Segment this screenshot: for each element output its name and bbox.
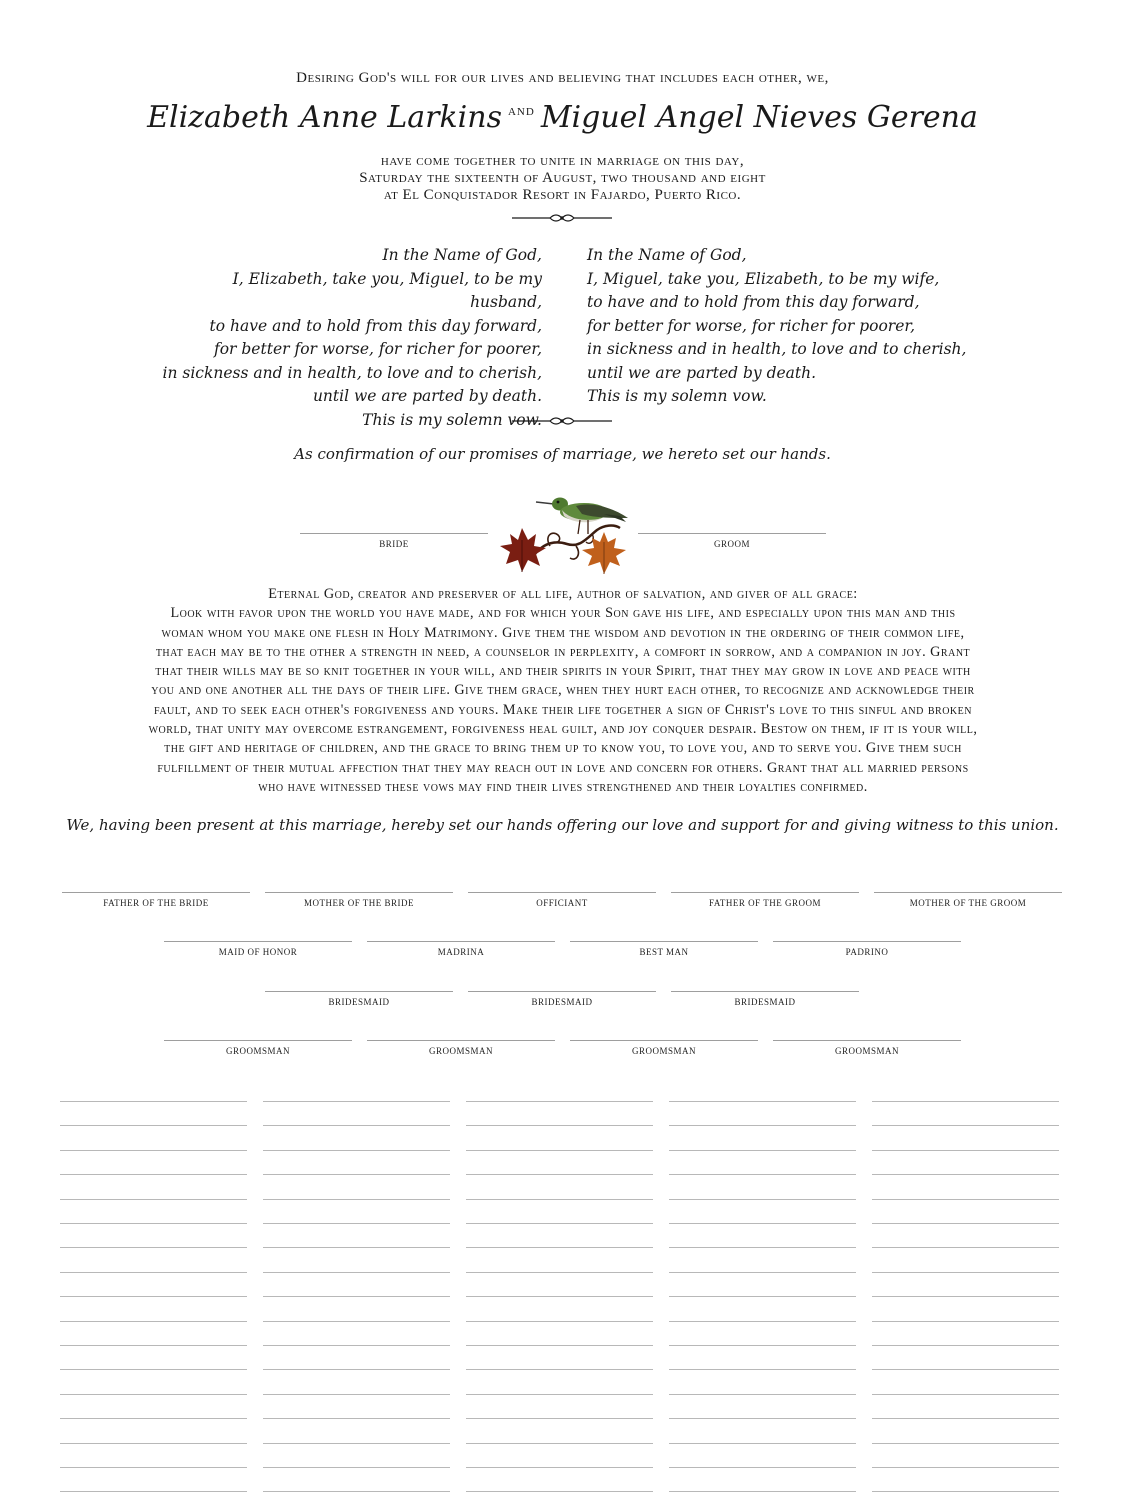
groom-signature-label: GROOM bbox=[713, 539, 750, 549]
guest-signature-line[interactable] bbox=[60, 1150, 247, 1151]
vow-line: In the Name of God, bbox=[382, 246, 542, 264]
guest-signature-line[interactable] bbox=[263, 1491, 450, 1492]
guest-signature-line[interactable] bbox=[466, 1150, 653, 1151]
vow-line: This is my solemn vow. bbox=[587, 387, 767, 405]
guest-signature-line[interactable] bbox=[466, 1443, 653, 1444]
guest-signature-line[interactable] bbox=[60, 1296, 247, 1297]
signature-line[interactable] bbox=[62, 892, 250, 893]
signature-line[interactable] bbox=[671, 991, 859, 992]
guest-signature-line[interactable] bbox=[872, 1394, 1059, 1395]
guest-signature-line[interactable] bbox=[60, 1223, 247, 1224]
guest-signature-line[interactable] bbox=[669, 1369, 856, 1370]
guest-signature-line[interactable] bbox=[263, 1443, 450, 1444]
guest-signature-line[interactable] bbox=[669, 1394, 856, 1395]
prayer-line: woman whom you make one flesh in Holy Matrimony. Give them the wisdom and devotion in the ordering of their common life, bbox=[161, 624, 965, 641]
couple-names bbox=[0, 100, 1125, 135]
bride-name: Elizabeth Anne Larkins bbox=[147, 100, 502, 135]
guest-signature-line[interactable] bbox=[872, 1199, 1059, 1200]
guest-signature-line[interactable] bbox=[60, 1345, 247, 1346]
signature-label: GROOMSMAN bbox=[225, 1046, 290, 1056]
signature-label: GROOMSMAN bbox=[834, 1046, 899, 1056]
bride-signature-label: BRIDE bbox=[379, 539, 409, 549]
guest-signature-line[interactable] bbox=[872, 1418, 1059, 1419]
guest-signature-line[interactable] bbox=[466, 1125, 653, 1126]
guest-signature-line[interactable] bbox=[263, 1223, 450, 1224]
guest-signature-line[interactable] bbox=[60, 1199, 247, 1200]
intro-text: Desiring God's will for our lives and believing that includes each other, we, bbox=[296, 70, 829, 86]
guest-signature-line[interactable] bbox=[872, 1369, 1059, 1370]
guest-signature-line[interactable] bbox=[669, 1443, 856, 1444]
bride-vow bbox=[162, 244, 542, 432]
guest-signature-line[interactable] bbox=[263, 1101, 450, 1102]
ceremony-details bbox=[0, 153, 1125, 204]
guest-signature-line[interactable] bbox=[872, 1296, 1059, 1297]
prayer-line: the gift and heritage of children, and the grace to bring them up to know you, to love you, and to serve you. Give them such bbox=[164, 740, 962, 757]
guest-signature-line[interactable] bbox=[872, 1101, 1059, 1102]
signature-line[interactable] bbox=[367, 941, 555, 942]
bride-signature-line[interactable] bbox=[300, 533, 488, 534]
guest-signature-line[interactable] bbox=[60, 1467, 247, 1468]
groom-vow bbox=[587, 244, 967, 409]
guest-signature-line[interactable] bbox=[669, 1467, 856, 1468]
guest-signature-line[interactable] bbox=[60, 1369, 247, 1370]
guest-signature-line[interactable] bbox=[263, 1394, 450, 1395]
prayer-line: world, that unity may overcome estrangement, forgiveness heal guilt, and joy conquer despair. Bestow on them, if it is your will, bbox=[148, 721, 978, 738]
guest-signature-line[interactable] bbox=[669, 1345, 856, 1346]
prayer-line: who have witnessed these vows may find their lives strengthened and their loyalties confirmed. bbox=[258, 778, 868, 795]
guest-signature-line[interactable] bbox=[263, 1272, 450, 1273]
guest-signature-line[interactable] bbox=[872, 1247, 1059, 1248]
vow-line: for better for worse, for richer for poorer, bbox=[213, 340, 542, 358]
guest-signature-line[interactable] bbox=[60, 1125, 247, 1126]
guest-signature-line[interactable] bbox=[872, 1223, 1059, 1224]
guest-signature-line[interactable] bbox=[466, 1491, 653, 1492]
guest-signature-line[interactable] bbox=[669, 1247, 856, 1248]
guest-signature-line[interactable] bbox=[872, 1345, 1059, 1346]
signature-label: FATHER OF THE BRIDE bbox=[103, 898, 209, 908]
signature-line[interactable] bbox=[468, 892, 656, 893]
prayer-line: Eternal God, creator and preserver of all life, author of salvation, and giver of all grace: bbox=[268, 586, 858, 602]
vow-line: In the Name of God, bbox=[587, 246, 747, 264]
guest-signature-line[interactable] bbox=[669, 1150, 856, 1151]
guest-signature-line[interactable] bbox=[669, 1296, 856, 1297]
signature-label: GROOMSMAN bbox=[428, 1046, 493, 1056]
vow-line: until we are parted by death. bbox=[312, 387, 542, 405]
prayer-line: that each may be to the other a strength in need, a counselor in perplexity, a comfort in sorrow, and a companion in joy. Grant bbox=[155, 643, 971, 660]
guest-signature-line[interactable] bbox=[60, 1321, 247, 1322]
vow-line: to have and to hold from this day forward, bbox=[209, 316, 542, 335]
guest-signature-line[interactable] bbox=[263, 1174, 450, 1175]
guest-signature-line[interactable] bbox=[669, 1125, 856, 1126]
signature-line[interactable] bbox=[570, 1040, 758, 1041]
signature-label: PADRINO bbox=[845, 947, 889, 957]
guest-signature-line[interactable] bbox=[466, 1174, 653, 1175]
guest-signature-line[interactable] bbox=[466, 1369, 653, 1370]
guest-signature-line[interactable] bbox=[60, 1272, 247, 1273]
guest-signature-line[interactable] bbox=[466, 1296, 653, 1297]
signature-label: BRIDESMAID bbox=[328, 997, 390, 1007]
guest-signature-line[interactable] bbox=[466, 1272, 653, 1273]
guest-signature-line[interactable] bbox=[263, 1321, 450, 1322]
guest-signature-line[interactable] bbox=[466, 1345, 653, 1346]
signature-label: MOTHER OF THE GROOM bbox=[909, 898, 1027, 908]
signature-line[interactable] bbox=[773, 1040, 961, 1041]
guest-signature-line[interactable] bbox=[263, 1345, 450, 1346]
guest-signature-line[interactable] bbox=[466, 1467, 653, 1468]
details-line: at El Conquistador Resort in Fajardo, Puerto Rico. bbox=[383, 187, 742, 203]
guest-signature-line[interactable] bbox=[669, 1418, 856, 1419]
vow-line: until we are parted by death. bbox=[587, 363, 817, 382]
guest-signature-line[interactable] bbox=[872, 1272, 1059, 1273]
guest-signature-line[interactable] bbox=[263, 1296, 450, 1297]
guest-signature-line[interactable] bbox=[263, 1247, 450, 1248]
guest-signature-line[interactable] bbox=[60, 1394, 247, 1395]
signature-label: BEST MAN bbox=[639, 947, 689, 957]
guest-signature-line[interactable] bbox=[263, 1369, 450, 1370]
signature-label: BRIDESMAID bbox=[531, 997, 593, 1007]
confirmation-statement: As confirmation of our promises of marriage, we hereto set our hands. bbox=[294, 445, 831, 463]
guest-signature-line[interactable] bbox=[263, 1199, 450, 1200]
guest-signature-line[interactable] bbox=[669, 1101, 856, 1102]
signature-label: MAID OF HONOR bbox=[218, 947, 298, 957]
prayer-line: you and one another all the days of their life. Give them grace, when they hurt each other, to recognize and acknowledge their bbox=[151, 682, 975, 699]
guest-signature-line[interactable] bbox=[466, 1247, 653, 1248]
guest-signature-line[interactable] bbox=[466, 1321, 653, 1322]
prayer-line: Look with favor upon the world you have made, and for which your Son gave his life, and especially upon this man and this bbox=[170, 605, 956, 622]
vow-line: to have and to hold from this day forward, bbox=[587, 293, 920, 311]
hummingbird-ornament-icon bbox=[492, 488, 637, 583]
guest-signature-line[interactable] bbox=[60, 1418, 247, 1419]
guest-signature-line[interactable] bbox=[872, 1491, 1059, 1492]
guest-signature-line[interactable] bbox=[466, 1394, 653, 1395]
guest-signature-line[interactable] bbox=[60, 1247, 247, 1248]
guest-signature-line[interactable] bbox=[263, 1467, 450, 1468]
guest-signature-line[interactable] bbox=[872, 1125, 1059, 1126]
signature-line[interactable] bbox=[164, 1040, 352, 1041]
signature-line[interactable] bbox=[773, 941, 961, 942]
prayer-line: that their wills may be so knit together in your will, and their spirits in your Spirit, that they may grow in love and peace with bbox=[155, 663, 971, 680]
flourish-divider-icon bbox=[512, 212, 612, 224]
guest-signature-line[interactable] bbox=[263, 1150, 450, 1151]
guest-signature-line[interactable] bbox=[872, 1467, 1059, 1468]
guest-signature-line[interactable] bbox=[872, 1321, 1059, 1322]
guest-signature-line[interactable] bbox=[669, 1223, 856, 1224]
flourish-divider-icon bbox=[512, 415, 612, 427]
groom-name: Miguel Angel Nieves Gerena bbox=[540, 100, 978, 135]
groom-signature-line[interactable] bbox=[638, 533, 826, 534]
guest-signature-line[interactable] bbox=[872, 1174, 1059, 1175]
and-word: AND bbox=[507, 106, 535, 118]
guest-signature-line[interactable] bbox=[466, 1101, 653, 1102]
guest-signature-line[interactable] bbox=[263, 1125, 450, 1126]
witness-statement: We, having been present at this marriage, hereby set our hands offering our love and support for and giving witness to this union. bbox=[66, 816, 1059, 834]
vow-line: I, Elizabeth, take you, Miguel, to be my husband, bbox=[232, 269, 542, 311]
signature-line[interactable] bbox=[367, 1040, 555, 1041]
details-line: have come together to unite in marriage on this day, bbox=[380, 153, 745, 169]
vow-line: in sickness and in health, to love and to cherish, bbox=[162, 363, 542, 382]
guest-signature-line[interactable] bbox=[60, 1174, 247, 1175]
signature-line[interactable] bbox=[570, 941, 758, 942]
guest-signature-line[interactable] bbox=[669, 1321, 856, 1322]
prayer-line: fault, and to seek each other's forgiveness and yours. Make their life together a sign of Christ's love to this sinful and broken bbox=[154, 701, 972, 718]
details-line: Saturday the sixteenth of August, two thousand and eight bbox=[359, 170, 766, 186]
guest-signature-line[interactable] bbox=[872, 1443, 1059, 1444]
guest-signature-line[interactable] bbox=[669, 1174, 856, 1175]
signature-label: FATHER OF THE GROOM bbox=[709, 898, 821, 908]
signature-line[interactable] bbox=[468, 991, 656, 992]
guest-signature-line[interactable] bbox=[669, 1272, 856, 1273]
guest-signature-line[interactable] bbox=[60, 1443, 247, 1444]
guest-signature-line[interactable] bbox=[60, 1491, 247, 1492]
guest-signature-line[interactable] bbox=[669, 1199, 856, 1200]
signature-line[interactable] bbox=[671, 892, 859, 893]
signature-line[interactable] bbox=[164, 941, 352, 942]
signature-line[interactable] bbox=[265, 991, 453, 992]
signature-label: MADRINA bbox=[437, 947, 485, 957]
signature-line[interactable] bbox=[874, 892, 1062, 893]
signature-label: OFFICIANT bbox=[536, 898, 588, 908]
signature-label: BRIDESMAID bbox=[734, 997, 796, 1007]
guest-signature-line[interactable] bbox=[263, 1418, 450, 1419]
guest-signature-line[interactable] bbox=[669, 1491, 856, 1492]
prayer-line: fulfillment of their mutual affection that they may reach out in love and concern for others. Grant that all married persons bbox=[157, 759, 969, 776]
signature-label: GROOMSMAN bbox=[631, 1046, 696, 1056]
vow-line: for better for worse, for richer for poorer, bbox=[587, 316, 916, 335]
guest-signature-line[interactable] bbox=[60, 1101, 247, 1102]
signature-line[interactable] bbox=[265, 892, 453, 893]
guest-signature-line[interactable] bbox=[466, 1418, 653, 1419]
prayer-text bbox=[78, 585, 1048, 797]
guest-signature-line[interactable] bbox=[872, 1150, 1059, 1151]
vow-line: in sickness and in health, to love and to cherish, bbox=[587, 340, 967, 358]
signature-label: MOTHER OF THE BRIDE bbox=[303, 898, 415, 908]
guest-signature-line[interactable] bbox=[466, 1199, 653, 1200]
vow-line: I, Miguel, take you, Elizabeth, to be my wife, bbox=[587, 269, 940, 288]
vow-line: This is my solemn vow. bbox=[362, 410, 542, 429]
guest-signature-line[interactable] bbox=[466, 1223, 653, 1224]
